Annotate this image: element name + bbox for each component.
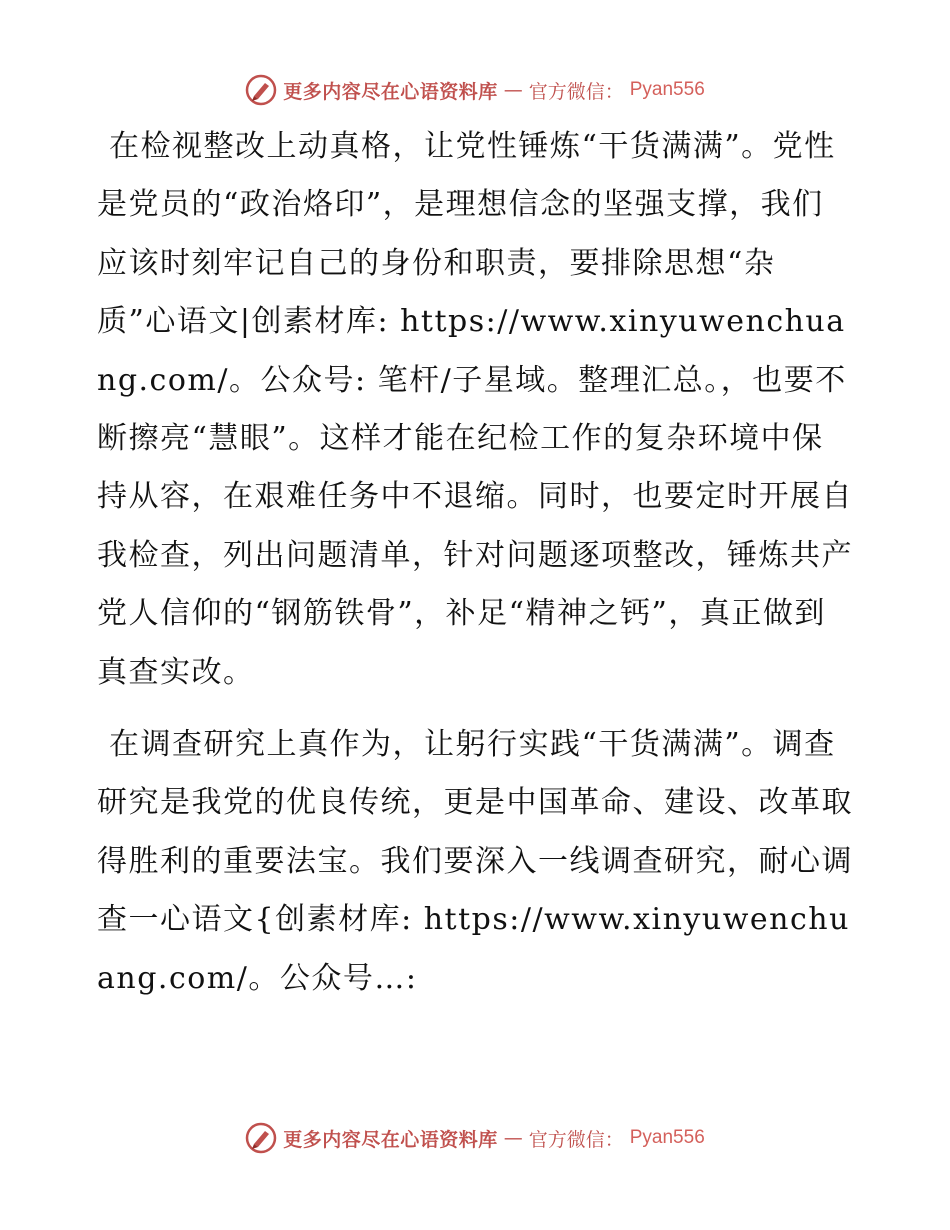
watermark-wechat-id: Pyan556 [629,79,705,100]
header-watermark [0,70,950,110]
paragraph-2: 在调查研究上真作为，让躬行实践“干货满满”。调查研究是我党的优良传统，更是中国革命、建设、改革取得胜利的重要法宝。我们要深入一线调查研究，耐心调查一心语文{创素材库: https://www.xinyuwenchuang.com/。公众号…: [97,727,853,996]
watermark-brand: 更多内容尽在心语资料库 [283,80,498,103]
pen-logo-icon [245,1122,277,1154]
watermark-separator: — [503,1127,523,1149]
watermark-separator: — [503,79,523,101]
pen-logo-icon [245,74,277,106]
watermark-wechat-label: 官方微信： [528,1128,624,1151]
watermark-wechat-label: 官方微信： [528,80,624,103]
watermark-wechat-id: Pyan556 [629,1127,705,1148]
watermark-brand: 更多内容尽在心语资料库 [283,1128,498,1151]
footer-watermark [0,1118,950,1158]
paragraph-1: 在检视整改上动真格，让党性锤炼“干货满满”。党性是党员的“政治烙印”，是理想信念的坚强支撑，我们应该时刻牢记自己的身份和职责，要排除思想“杂质”心语文|创素材库: https://www.xinyuwenchuang.com/。公众号: 笔杆/子星域。整理汇总。，也要不断擦亮“慧眼”。这样才能在纪检工作的复杂环境中保持从容，在艰难任务中不退缩。同时，也要定时开展自我检查，列出问题清单，针对问题逐项整改，锤炼共产党人信仰的“钢筋铁骨”，补足“精神之钙”，真正做到真查实改。 [97,129,853,690]
document-body [97,118,853,1008]
